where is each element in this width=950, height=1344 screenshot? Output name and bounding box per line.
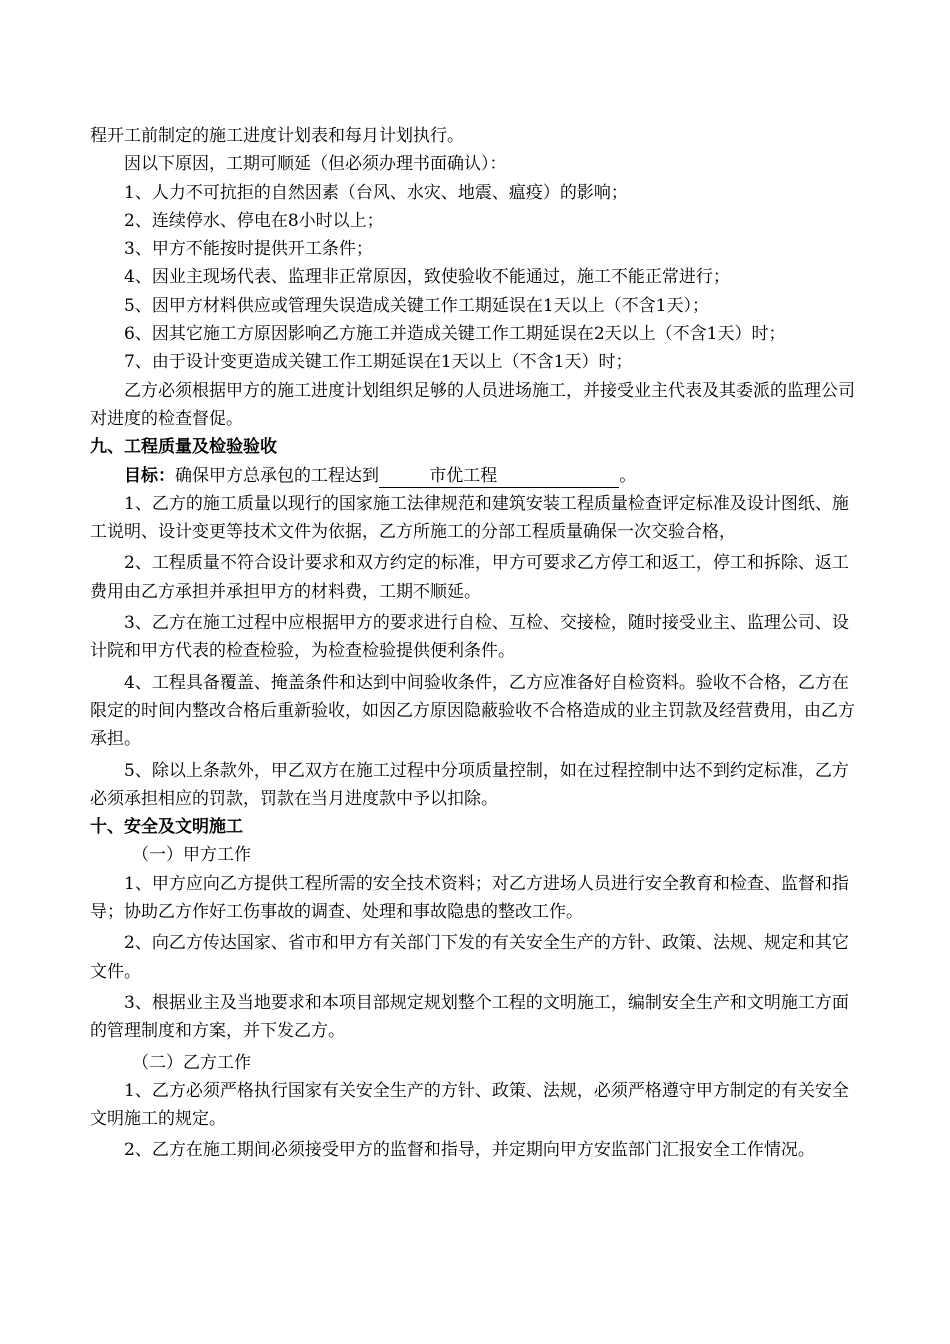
quality-item-3: 3、乙方在施工过程中应根据甲方的要求进行自检、互检、交接检，随时接受业主、监理公司、设计院和甲方代表的检查检验，为检查检验提供便利条件。 — [90, 613, 849, 662]
party-a-item-3: 3、根据业主及当地要求和本项目部规定规划整个工程的文明施工，编制安全生产和文明施工方面的管理制度和方案，并下发乙方。 — [90, 992, 849, 1042]
extension-reason-1: 1、人力不可抗拒的自然因素（台风、水灾、地震、瘟疫）的影响； — [124, 182, 628, 203]
extension-reason-5: 5、因甲方材料供应或管理失误造成关键工作工期延误在1天以上（不含1天）； — [124, 295, 709, 316]
goal-label: 目标： — [124, 465, 175, 486]
goal-value: 市优工程 — [429, 465, 498, 486]
staffing-paragraph: 乙方必须根据甲方的施工进度计划组织足够的人员进场施工，并接受业主代表及其委派的监理公司对进度的检查督促。 — [90, 380, 855, 429]
goal-blank — [379, 465, 619, 488]
quality-item-1: 1、乙方的施工质量以现行的国家施工法律规范和建筑安装工程质量检查评定标准及设计图纸、施工说明、设计变更等技术文件为依据，乙方所施工的分部工程质量确保一次交验合格， — [90, 493, 849, 543]
extension-reason-2: 2、连续停水、停电在8小时以上； — [124, 210, 384, 231]
party-b-item-1: 1、乙方必须严格执行国家有关安全生产的方针、政策、法规，必须严格遵守甲方制定的有关安全文明施工的规定。 — [90, 1080, 849, 1130]
document-page — [90, 122, 862, 1165]
extension-reason-6: 6、因其它施工方原因影响乙方施工并造成关键工作工期延误在2天以上（不含1天）时； — [124, 324, 786, 345]
quality-item-4: 4、工程具备覆盖、掩盖条件和达到中间验收条件，乙方应准备好自检资料。验收不合格，乙方在限定的时间内整改合格后重新验收，如因乙方原因隐蔽验收不合格造成的业主罚款及经营费用，由乙方承担。 — [90, 672, 855, 750]
party-a-item-2: 2、向乙方传达国家、省市和甲方有关部门下发的有关安全生产的方针、政策、法规、规定和其它文件。 — [90, 933, 849, 982]
section-heading-quality: 九、工程质量及检验验收 — [90, 437, 277, 458]
schedule-continuation: 程开工前制定的施工进度计划表和每月计划执行。 — [90, 126, 464, 146]
party-b-title: （二）乙方工作 — [132, 1052, 251, 1073]
section-heading-safety: 十、安全及文明施工 — [90, 817, 243, 838]
quality-item-5: 5、除以上条款外，甲乙双方在施工过程中分项质量控制，如在过程控制中达不到约定标准，乙方必须承担相应的罚款，罚款在当月进度款中予以扣除。 — [90, 760, 849, 809]
extension-reason-3: 3、甲方不能按时提供开工条件； — [124, 239, 373, 260]
party-b-item-2: 2、乙方在施工期间必须接受甲方的监督和指导，并定期向甲方安监部门汇报安全工作情况。 — [124, 1140, 815, 1161]
extension-reason-7: 7、由于设计变更造成关键工作工期延误在1天以上（不含1天）时； — [124, 352, 633, 373]
quality-item-2: 2、工程质量不符合设计要求和双方约定的标准，甲方可要求乙方停工和返工，停工和拆除、返工费用由乙方承担并承担甲方的材料费，工期不顺延。 — [90, 553, 849, 602]
goal-end: 。 — [619, 465, 637, 486]
extension-intro: 因以下原因，工期可顺延（但必须办理书面确认）： — [124, 154, 507, 175]
quality-goal — [90, 462, 862, 490]
party-a-item-1: 1、甲方应向乙方提供工程所需的安全技术资料；对乙方进场人员进行安全教育和检查、监督和指导；协助乙方作好工伤事故的调查、处理和事故隐患的整改工作。 — [90, 873, 849, 923]
party-a-title: （一）甲方工作 — [132, 845, 251, 866]
goal-text: 确保甲方总承包的工程达到 — [175, 465, 379, 486]
extension-reason-4: 4、因业主现场代表、监理非正常原因，致使验收不能通过，施工不能正常进行； — [124, 267, 730, 288]
